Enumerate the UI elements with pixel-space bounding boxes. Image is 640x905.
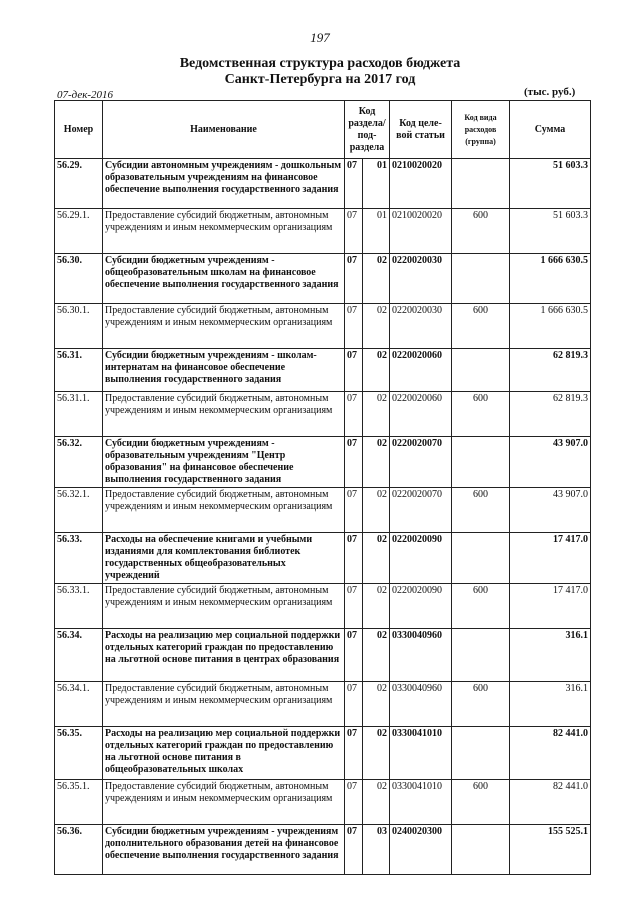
row-number: 56.32. xyxy=(55,437,103,488)
row-expense-type xyxy=(452,727,510,780)
row-sum: 155 525.1 xyxy=(510,825,591,875)
row-expense-type: 600 xyxy=(452,392,510,437)
header-expense-type-code: Код вида расходов (группа) xyxy=(452,101,510,159)
row-target-code: 0220020070 xyxy=(390,437,452,488)
row-sum: 17 417.0 xyxy=(510,533,591,584)
header-sum: Сумма xyxy=(510,101,591,159)
row-section: 07 xyxy=(345,629,363,682)
row-section: 07 xyxy=(345,159,363,209)
row-subsection: 02 xyxy=(363,682,390,727)
table-row xyxy=(55,629,591,682)
table-row xyxy=(55,209,591,254)
row-name: Предоставление субсидий бюджетным, автономным учреждениям и иным некоммерческим организациям xyxy=(103,209,345,254)
row-number: 56.29. xyxy=(55,159,103,209)
row-number: 56.31. xyxy=(55,349,103,392)
row-subsection: 02 xyxy=(363,584,390,629)
table-row xyxy=(55,780,591,825)
row-sum: 51 603.3 xyxy=(510,159,591,209)
row-number: 56.30. xyxy=(55,254,103,304)
row-subsection: 01 xyxy=(363,159,390,209)
header-name: Наименование xyxy=(103,101,345,159)
table-row xyxy=(55,533,591,584)
row-sum: 62 819.3 xyxy=(510,392,591,437)
row-expense-type xyxy=(452,437,510,488)
row-sum: 316.1 xyxy=(510,629,591,682)
row-name: Субсидии бюджетным учреждениям - образовательным учреждениям "Центр образования" на финансовое обеспечение выполнения государственного задания xyxy=(103,437,345,488)
row-number: 56.31.1. xyxy=(55,392,103,437)
table-header-row xyxy=(55,101,591,159)
row-subsection: 02 xyxy=(363,437,390,488)
row-name: Субсидии автономным учреждениям - дошкольным образовательным учреждениям на финансовое обеспечение выполнения государственного задания xyxy=(103,159,345,209)
row-expense-type xyxy=(452,629,510,682)
row-name: Расходы на реализацию мер социальной поддержки отдельных категорий граждан по предоставлению на льготной основе питания в центрах образования xyxy=(103,629,345,682)
row-number: 56.34. xyxy=(55,629,103,682)
row-sum: 1 666 630.5 xyxy=(510,254,591,304)
row-sum: 316.1 xyxy=(510,682,591,727)
row-expense-type: 600 xyxy=(452,780,510,825)
header-target-code: Код целе- вой статьи xyxy=(390,101,452,159)
row-section: 07 xyxy=(345,780,363,825)
row-target-code: 0220020090 xyxy=(390,584,452,629)
row-expense-type xyxy=(452,349,510,392)
row-subsection: 02 xyxy=(363,392,390,437)
row-section: 07 xyxy=(345,488,363,533)
row-name: Субсидии бюджетным учреждениям - учреждениям дополнительного образования детей на финансовое обеспечение выполнения государственного задания xyxy=(103,825,345,875)
row-expense-type: 600 xyxy=(452,488,510,533)
table-row xyxy=(55,584,591,629)
row-subsection: 03 xyxy=(363,825,390,875)
row-target-code: 0220020090 xyxy=(390,533,452,584)
row-sum: 43 907.0 xyxy=(510,437,591,488)
row-target-code: 0330040960 xyxy=(390,682,452,727)
row-sum: 62 819.3 xyxy=(510,349,591,392)
row-subsection: 02 xyxy=(363,727,390,780)
table-row xyxy=(55,254,591,304)
row-section: 07 xyxy=(345,533,363,584)
row-target-code: 0220020030 xyxy=(390,304,452,349)
row-section: 07 xyxy=(345,392,363,437)
row-target-code: 0220020070 xyxy=(390,488,452,533)
document-title xyxy=(0,56,640,88)
row-expense-type xyxy=(452,159,510,209)
row-expense-type: 600 xyxy=(452,584,510,629)
row-sum: 82 441.0 xyxy=(510,780,591,825)
table-row xyxy=(55,727,591,780)
table-body xyxy=(55,159,591,875)
row-name: Предоставление субсидий бюджетным, автономным учреждениям и иным некоммерческим организациям xyxy=(103,780,345,825)
row-sum: 17 417.0 xyxy=(510,584,591,629)
row-sum: 1 666 630.5 xyxy=(510,304,591,349)
row-target-code: 0330041010 xyxy=(390,780,452,825)
row-section: 07 xyxy=(345,584,363,629)
title-line-1: Ведомственная структура расходов бюджета xyxy=(179,56,461,71)
row-section: 07 xyxy=(345,682,363,727)
row-name: Субсидии бюджетным учреждениям - общеобразовательным школам на финансовое обеспечение выполнения государственного задания xyxy=(103,254,345,304)
row-target-code: 0220020030 xyxy=(390,254,452,304)
row-subsection: 02 xyxy=(363,780,390,825)
table-row xyxy=(55,159,591,209)
row-target-code: 0210020020 xyxy=(390,209,452,254)
row-target-code: 0220020060 xyxy=(390,392,452,437)
row-expense-type: 600 xyxy=(452,209,510,254)
row-section: 07 xyxy=(345,727,363,780)
row-expense-type: 600 xyxy=(452,304,510,349)
row-subsection: 02 xyxy=(363,254,390,304)
row-name: Предоставление субсидий бюджетным, автономным учреждениям и иным некоммерческим организациям xyxy=(103,488,345,533)
row-target-code: 0330040960 xyxy=(390,629,452,682)
row-number: 56.35. xyxy=(55,727,103,780)
row-section: 07 xyxy=(345,209,363,254)
row-section: 07 xyxy=(345,825,363,875)
row-number: 56.33.1. xyxy=(55,584,103,629)
table-row xyxy=(55,682,591,727)
units-label: (тыс. руб.) xyxy=(524,86,576,98)
row-section: 07 xyxy=(345,254,363,304)
row-expense-type xyxy=(452,825,510,875)
header-number: Номер xyxy=(55,101,103,159)
row-expense-type xyxy=(452,533,510,584)
row-sum: 51 603.3 xyxy=(510,209,591,254)
row-subsection: 02 xyxy=(363,488,390,533)
row-name: Предоставление субсидий бюджетным, автономным учреждениям и иным некоммерческим организациям xyxy=(103,392,345,437)
row-expense-type xyxy=(452,254,510,304)
row-name: Расходы на обеспечение книгами и учебными изданиями для комплектования библиотек государственных общеобразовательных учреждений xyxy=(103,533,345,584)
row-target-code: 0220020060 xyxy=(390,349,452,392)
row-name: Расходы на реализацию мер социальной поддержки отдельных категорий граждан по предоставлению на льготной основе питания в общеобразовательных школах xyxy=(103,727,345,780)
row-number: 56.30.1. xyxy=(55,304,103,349)
row-subsection: 02 xyxy=(363,349,390,392)
row-target-code: 0240020300 xyxy=(390,825,452,875)
row-target-code: 0330041010 xyxy=(390,727,452,780)
row-section: 07 xyxy=(345,304,363,349)
table-row xyxy=(55,304,591,349)
row-name: Субсидии бюджетным учреждениям - школам-интернатам на финансовое обеспечение выполнения государственного задания xyxy=(103,349,345,392)
row-section: 07 xyxy=(345,349,363,392)
row-name: Предоставление субсидий бюджетным, автономным учреждениям и иным некоммерческим организациям xyxy=(103,682,345,727)
row-subsection: 02 xyxy=(363,304,390,349)
row-number: 56.32.1. xyxy=(55,488,103,533)
row-sum: 43 907.0 xyxy=(510,488,591,533)
row-subsection: 02 xyxy=(363,533,390,584)
row-number: 56.35.1. xyxy=(55,780,103,825)
budget-table xyxy=(54,100,591,875)
table-row xyxy=(55,392,591,437)
row-name: Предоставление субсидий бюджетным, автономным учреждениям и иным некоммерческим организациям xyxy=(103,304,345,349)
table-row xyxy=(55,488,591,533)
document-date: 07-дек-2016 xyxy=(57,89,114,101)
row-section: 07 xyxy=(345,437,363,488)
row-subsection: 01 xyxy=(363,209,390,254)
page-number: 197 xyxy=(310,30,330,45)
row-subsection: 02 xyxy=(363,629,390,682)
row-name: Предоставление субсидий бюджетным, автономным учреждениям и иным некоммерческим организациям xyxy=(103,584,345,629)
row-number: 56.36. xyxy=(55,825,103,875)
row-number: 56.33. xyxy=(55,533,103,584)
row-expense-type: 600 xyxy=(452,682,510,727)
row-number: 56.34.1. xyxy=(55,682,103,727)
row-number: 56.29.1. xyxy=(55,209,103,254)
table-row xyxy=(55,349,591,392)
row-sum: 82 441.0 xyxy=(510,727,591,780)
header-section-code: Код раздела/ под- раздела xyxy=(345,101,390,159)
table-row xyxy=(55,825,591,875)
title-line-2: Санкт-Петербурга на 2017 год xyxy=(224,72,416,87)
table-row xyxy=(55,437,591,488)
row-target-code: 0210020020 xyxy=(390,159,452,209)
